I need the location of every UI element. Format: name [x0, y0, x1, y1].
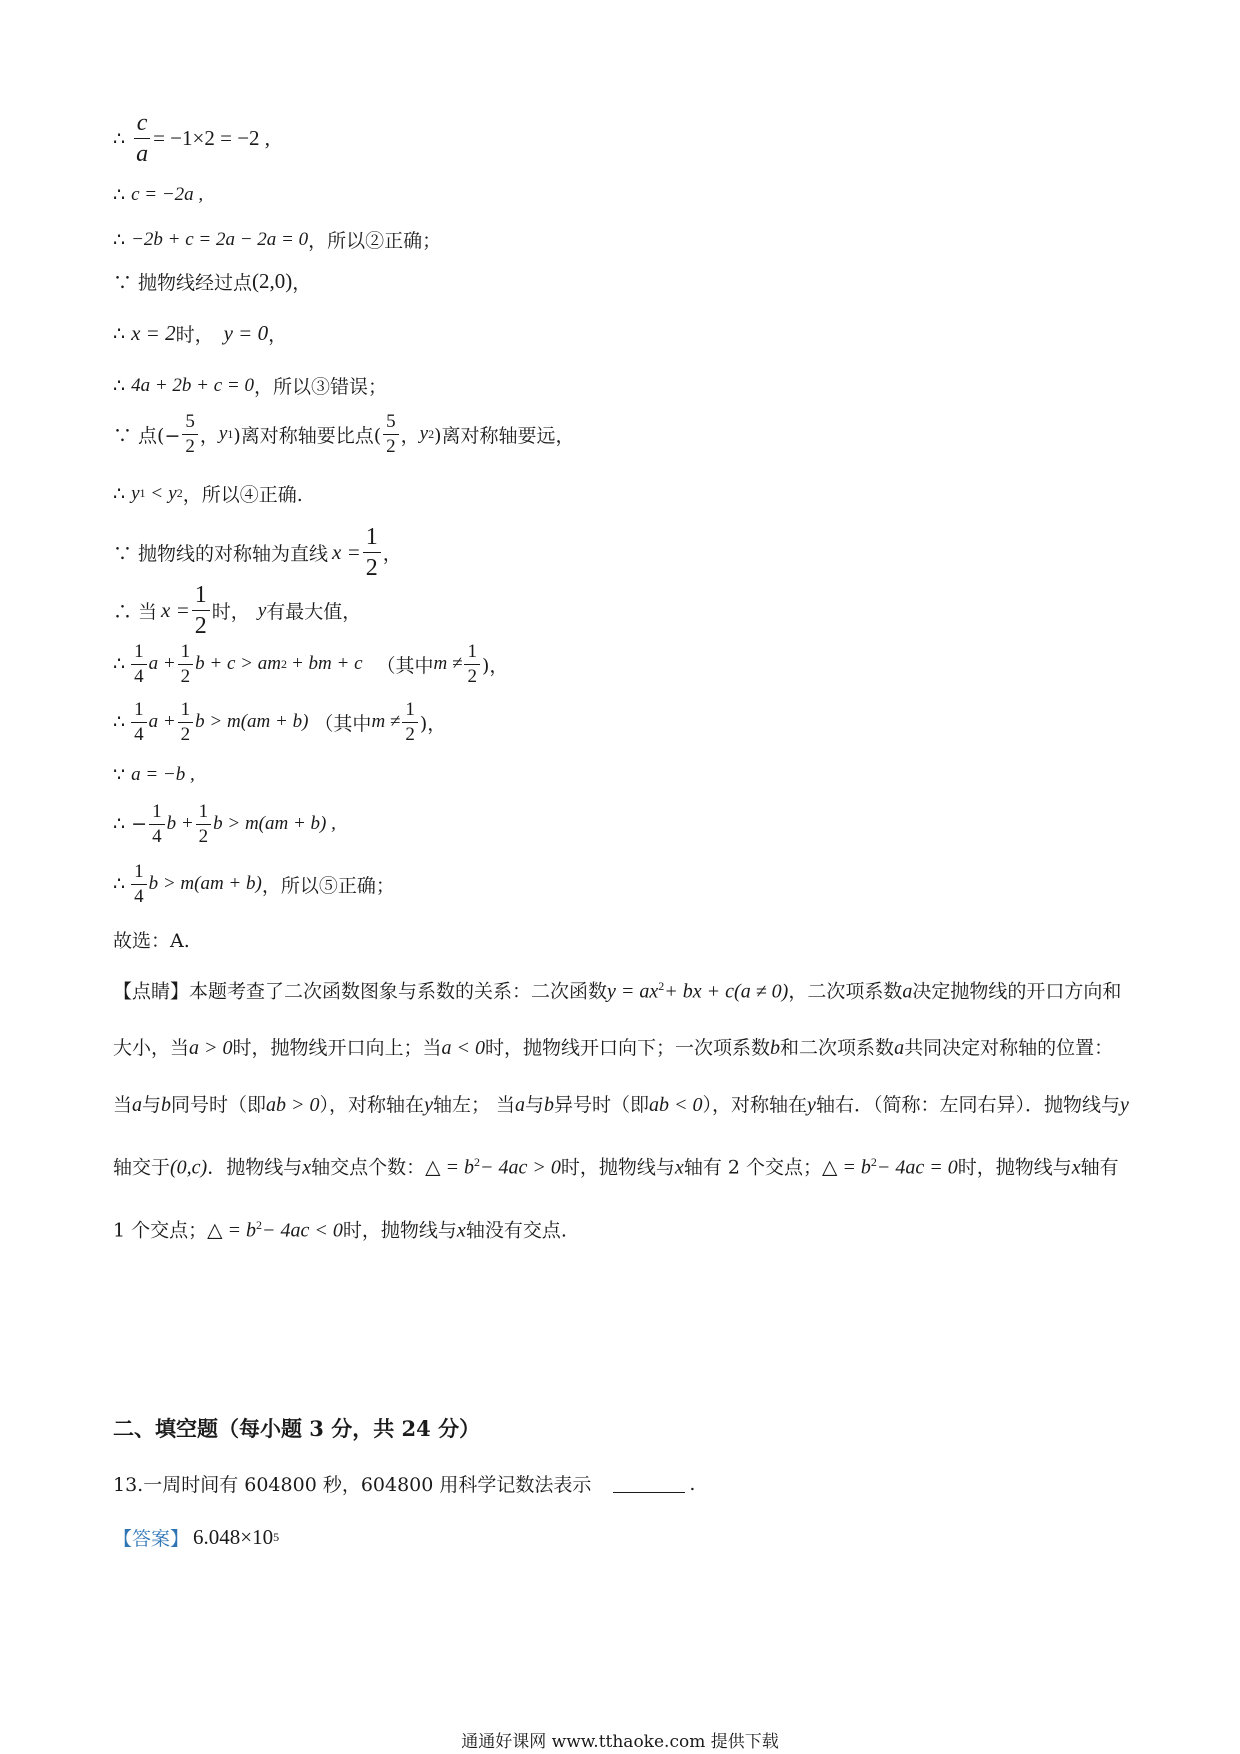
fraction-1-over-2: $\frac{1}{2}$	[402, 698, 418, 747]
section-heading: 二、填空题（每小题 3 分，共 24 分）	[113, 1416, 481, 1441]
fraction-1-over-2: $\frac{1}{2}$	[363, 522, 381, 583]
solution-line-11: ∴ $\frac{1}{4}$ a + $\frac{1}{2}$ b + c > am 2 + bm + c （其中 m ≠ $\frac{1}{2}$ )，	[113, 641, 509, 687]
solution-line-7: ∵ 点(− $\frac{5}{2}$ ， y 1 )离对称轴要比点( $\frac{5}{2}$ ， y 2 )离对称轴要远，	[113, 411, 575, 457]
solution-line-10: ∴ 当 x = $\frac{1}{2}$ 时， y 有最大值，	[113, 582, 362, 639]
fraction-1-over-2: $\frac{1}{2}$	[178, 640, 194, 689]
fraction-1-over-4: $\frac{1}{4}$	[131, 698, 147, 747]
question-text: 13.一周时间有 604800 秒，604800 用科学记数法表示	[113, 1474, 592, 1496]
solution-line-9: ∵ 抛物线的对称轴为直线 x = $\frac{1}{2}$ ，	[113, 524, 402, 581]
equation-text: = −1×2 = −2 ,	[153, 126, 271, 150]
solution-line-12: ∴ $\frac{1}{4}$ a + $\frac{1}{2}$ b > m(am + b) （其中 m ≠ $\frac{1}{2}$ )，	[113, 699, 447, 745]
fraction-1-over-4: $\frac{1}{4}$	[131, 640, 147, 689]
fraction-1-over-2: $\frac{1}{2}$	[178, 698, 194, 747]
fraction-1-over-4: $\frac{1}{4}$	[131, 860, 147, 909]
answer-label: 【答案】	[113, 1528, 190, 1550]
fraction-1-over-2: $\frac{1}{2}$	[192, 580, 210, 641]
fraction-5-over-2: $\frac{5}{2}$	[383, 410, 399, 459]
fraction-1-over-2: $\frac{1}{2}$	[464, 640, 480, 689]
answer-blank	[613, 1474, 685, 1493]
fraction-1-over-2: $\frac{1}{2}$	[196, 800, 212, 849]
answer-value: 6.048×10	[193, 1525, 274, 1549]
answer-line: 【答案】 6.048×10 5	[113, 1525, 280, 1550]
dianjing-label: 【点睛】	[113, 980, 190, 1003]
fraction-1-over-4: $\frac{1}{4}$	[149, 800, 165, 849]
solution-line-5: ∴ x = 2 时， y = 0 ，	[113, 321, 288, 346]
solution-line-8: ∴ y 1 < y 2 ，所以④正确.	[113, 482, 303, 506]
solution-line-14: ∴ − $\frac{1}{4}$ b + $\frac{1}{2}$ b > m(am + b) ,	[113, 801, 336, 847]
dianjing-paragraph: 【点睛】本题考查了二次函数图象与系数的关系：二次函数$y = ax^2+$ bx + c(a ≠ 0)，二次项系数a决定抛物线的开口方向和大小，当a > 0时，抛物线开口向上；当a < 0时，抛物线开口向下；一次项系数b和二次项系数a共同决定对称轴的位置：当a与b同号时（即ab > 0），对称轴在y轴左； 当a与b异号时（即ab < 0），对称轴在y轴右．（简称：左同右异）．抛物线与y轴交于(0,c)．抛物线与x轴交点个数：△ = $b^2- 4ac > 0$时，抛物线与x轴有 2 个交点；△ = $b^2- 4ac = 0$时，抛物线与x轴有 1 个交点；△ = $b^2- 4ac < 0$时，抛物线与x轴没有交点.	[113, 979, 1129, 1241]
choice-answer: 故选：A.	[113, 930, 190, 952]
point-coordinates: (2,0)	[252, 269, 293, 293]
equation-text: −2b + c = 2a − 2a = 0	[131, 228, 309, 250]
page-footer: 通通好课网 www.tthaoke.com 提供下载	[461, 1732, 779, 1752]
equation-text: c = −2a ,	[131, 184, 204, 205]
solution-line-4: ∵ 抛物线经过点 (2,0) ，	[113, 269, 312, 294]
solution-line-6: ∴ 4a + 2b + c = 0 ，所以③错误；	[113, 374, 388, 398]
fraction-c-over-a: $\frac{c}{a}$	[133, 108, 151, 169]
solution-line-3: ∴ −2b + c = 2a − 2a = 0 ，所以②正确；	[113, 228, 442, 252]
solution-line-1	[113, 108, 270, 169]
therefore-symbol: ∴	[113, 127, 126, 150]
solution-line-16	[113, 926, 190, 953]
solution-line-13: ∵ a = −b ,	[113, 764, 195, 786]
question-13: 13.一周时间有 604800 秒，604800 用科学记数法表示 .	[113, 1470, 695, 1497]
solution-line-2: ∴ c = −2a ,	[113, 184, 204, 206]
fraction-5-over-2: $\frac{5}{2}$	[182, 410, 198, 459]
solution-line-15: ∴ $\frac{1}{4}$ b > m(am + b) ，所以⑤正确；	[113, 861, 395, 907]
